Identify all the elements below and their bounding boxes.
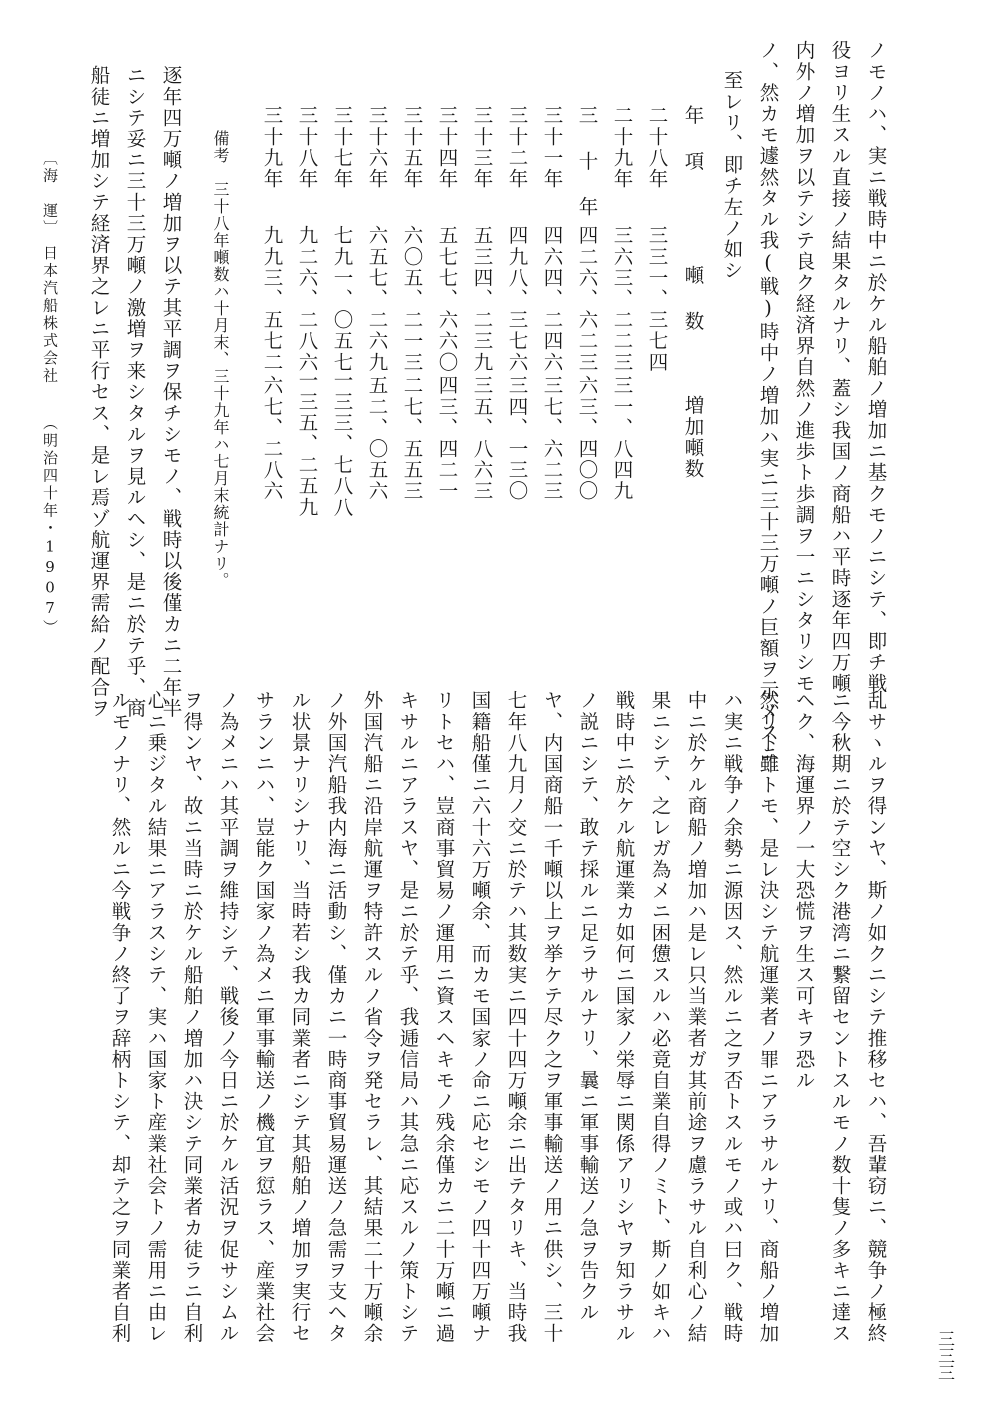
body-line: ニ今秋期ニ於テ空シク港湾ニ繋留セントスルモノ数十隻ノ多キニ達ス <box>828 690 852 1345</box>
table-increase: 一三五、二五九 <box>295 370 319 518</box>
table-tonnage: 三三一、三七四 <box>645 225 669 373</box>
table-tonnage: 九九三、五七二 <box>260 225 284 373</box>
table-tonnage: 七九一、〇五七 <box>330 225 354 373</box>
table-tonnage: 六〇五、二一三 <box>400 225 424 373</box>
table-increase: 六三、四〇〇 <box>575 375 599 502</box>
table-tonnage: 五七七、六六〇 <box>435 225 459 373</box>
body-line: ノ、然カモ遽然タル我(戦)時中ノ増加ハ実ニ三十三万噸ノ巨額ヲ示メスニ <box>756 40 780 765</box>
table-increase: 三五、八六三 <box>470 375 494 502</box>
body-line: ヘク、海運界ノ一大恐慌ヲ生ス可キヲ恐ル <box>792 690 816 1091</box>
table-year: 三十九年 <box>260 105 284 190</box>
body-line: 外国汽船ニ沿岸航運ヲ特許スルノ省令ヲ発セラレ、其結果二十万噸余 <box>360 690 384 1345</box>
body-line: ノ説ニシテ、敢テ採ルニ足ラサルナリ、曩ニ軍事輸送ノ急ヲ告クル <box>576 690 600 1323</box>
body-line: 七年八九月ノ交ニ於テハ其数実ニ四十四万噸余ニ出テタリキ、当時我 <box>504 690 528 1345</box>
body-line: 逐年四万噸ノ増加ヲ以テ其平調ヲ保チシモノ、戦時以後僅カニ二年半 <box>159 65 183 720</box>
body-line: 中ニ於ケル商船ノ増加ハ是レ只当業者ガ其前途ヲ慮ラサル自利心ノ結 <box>684 690 708 1345</box>
body-line: ハ実ニ戦争ノ余勢ニ源因ス、然ルニ之ヲ否トスルモノ或ハ曰ク、戦時 <box>720 690 744 1345</box>
table-increase: 三四、一三〇 <box>505 375 529 502</box>
footer-section: 〔海 運〕 <box>41 150 59 238</box>
body-line: 乱サヽルヲ得ンヤ、斯ノ如クニシテ推移セハ、吾輩窃ニ、競争ノ極終 <box>864 690 888 1345</box>
table-year: 三十二年 <box>505 105 529 190</box>
footer-date: （明治四十年・1907） <box>41 415 59 637</box>
body-line: サランニハ、豈能ク国家ノ為メニ軍事輸送ノ機宜ヲ愆ラス、産業社会 <box>252 690 276 1345</box>
body-line: 心ニ乗ジタル結果ニアラスシテ、実ハ国家ト産業社会トノ需用ニ由レ <box>144 690 168 1345</box>
body-line: ノモノハ、実ニ戦時中ニ於ケル船舶ノ増加ニ基クモノニシテ、即チ戦 <box>864 40 888 695</box>
body-line: 然リト雖トモ、是レ決シテ航運業者ノ罪ニアラサルナリ、商船ノ増加 <box>756 690 780 1345</box>
table-year: 三十六年 <box>365 105 389 190</box>
table-header-tonnage: 噸 数 <box>681 265 705 332</box>
body-line: ヲ得ンヤ、故ニ当時ニ於ケル船舶ノ増加ハ決シテ同業者カ徒ラニ自利 <box>180 690 204 1345</box>
table-increase: 二七、五五三 <box>400 375 424 502</box>
body-line: リトセハ、豈商事貿易ノ運用ニ資スヘキモノ残余僅カニ二十万噸ニ過 <box>432 690 456 1345</box>
body-line: ヤ、内国商船一千噸以上ヲ挙ケテ尽ク之ヲ軍事輸送ノ用ニ供シ、三十 <box>540 690 564 1345</box>
table-increase: 六七、二八六 <box>260 375 284 502</box>
body-line: 戦時中ニ於ケル航運業カ如何ニ国家ノ栄辱ニ関係アリシヤヲ知ラサル <box>612 690 636 1345</box>
table-year: 三十三年 <box>470 105 494 190</box>
body-line: 役ヨリ生スル直接ノ結果タルナリ、蓋シ我国ノ商船ハ平時逐年四万噸 <box>828 40 852 695</box>
table-tonnage: 四二六、六二三 <box>575 225 599 373</box>
body-line: ルモノナリ、然ルニ今戦争ノ終了ヲ辞柄トシテ、却テ之ヲ同業者自利 <box>108 690 132 1345</box>
table-increase: 三七、六二三 <box>540 375 564 502</box>
body-line: ル状景ナリシナリ、当時若シ我カ同業者ニシテ其船舶ノ増加ヲ実行セ <box>288 690 312 1345</box>
table-year: 三十五年 <box>400 105 424 190</box>
body-line: ニシテ妥ニ三十三万噸ノ激増ヲ来シタルヲ見ルヘシ、是ニ於テ乎、商 <box>123 65 147 720</box>
body-line: ノ為メニハ其平調ヲ維持シテ、戦後ノ今日ニ於ケル活況ヲ促サシムル <box>216 690 240 1345</box>
table-year: 三十七年 <box>330 105 354 190</box>
body-line: 国籍船僅ニ六十六万噸余、而カモ国家ノ命ニ応セシモノ四十四万噸ナ <box>468 690 492 1345</box>
page-number: 三三三 <box>934 1330 954 1381</box>
table-increase: 三一、八四九 <box>610 375 634 502</box>
table-year: 二十九年 <box>610 105 634 190</box>
table-increase: 五二、〇五六 <box>365 375 389 502</box>
table-tonnage: 四六四、二四六 <box>540 225 564 373</box>
table-tonnage: 四九八、三七六 <box>505 225 529 373</box>
body-line: 船徒ニ増加シテ経済界之レニ平行セス、是レ焉ゾ航運界需給ノ配合ヲ <box>87 65 111 720</box>
table-year: 二十八年 <box>645 105 669 190</box>
table-increase: 四三、四二一 <box>435 375 459 502</box>
body-line: 内外ノ増加ヲ以テシテ良ク経済界自然ノ進歩ト歩調ヲ一ニシタリシモ <box>792 40 816 695</box>
table-increase: 一三三、七八八 <box>330 370 354 518</box>
table-header-year: 年 項 <box>681 105 705 172</box>
table-tonnage: 三六三、二二三 <box>610 225 634 373</box>
table-year: 三十四年 <box>435 105 459 190</box>
table-tonnage: 五三四、二三九 <box>470 225 494 373</box>
body-line: ノ外国汽船我内海ニ活動シ、僅カニ一時商事貿易運送ノ急需ヲ支ヘタ <box>324 690 348 1345</box>
table-year: 三十八年 <box>295 105 319 190</box>
table-tonnage: 六五七、二六九 <box>365 225 389 373</box>
body-line: キサルニアラスヤ、是ニ於テ乎、我逓信局ハ其急ニ応スルノ策トシテ <box>396 690 420 1345</box>
table-tonnage: 九二六、二八六 <box>295 225 319 373</box>
footer-company: 日本汽船株式会社 <box>41 245 59 385</box>
body-line: 果ニシテ、之レガ為メニ困憊スルハ必竟自業自得ノミト、斯ノ如キハ <box>648 690 672 1345</box>
table-year: 三 十 年 <box>575 105 599 218</box>
table-note: 備考 三十八年噸数ハ十月末、三十九年ハ七月末統計ナリ。 <box>211 130 230 589</box>
table-year: 三十一年 <box>540 105 564 190</box>
table-header-increase: 増加噸数 <box>681 395 705 480</box>
body-line: 至レリ、即チ左ノ如シ <box>720 70 744 281</box>
